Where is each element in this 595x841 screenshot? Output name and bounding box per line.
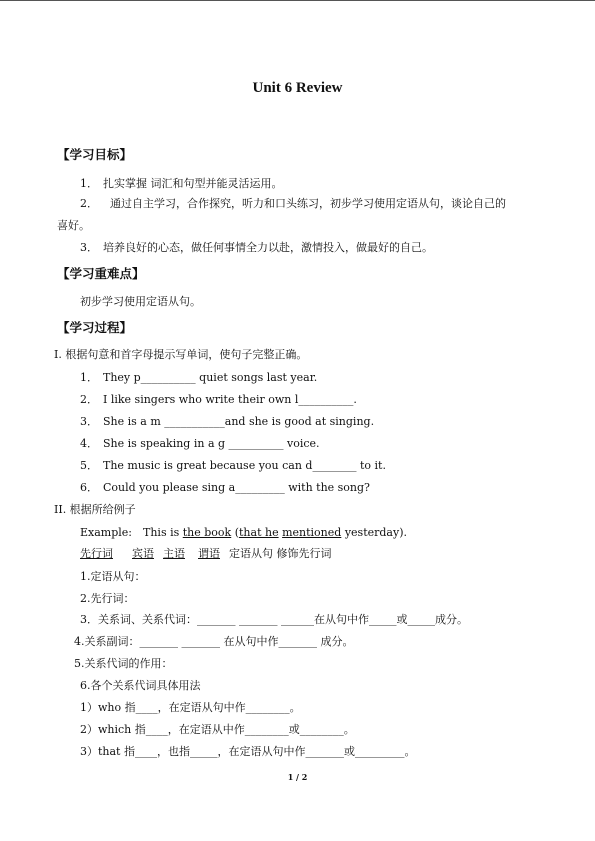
review-line-6: 6.各个关系代词具体用法	[80, 679, 201, 692]
example-part: yesterday).	[341, 526, 407, 539]
exercise-text-6: Could you please sing a_________ with the song?	[103, 481, 370, 494]
key-point-text: 初步学习使用定语从句。	[80, 295, 201, 308]
exercise-text-4: She is speaking in a g __________ voice.	[103, 437, 320, 450]
exercise-number-1: 1．	[80, 371, 98, 384]
part1-heading: I. 根据句意和首字母提示写单词，使句子完整正确。	[54, 348, 308, 361]
review-line-2: 2.先行词：	[80, 592, 135, 605]
exercise-number-2: 2．	[80, 393, 98, 406]
section-heading-process: 【学习过程】	[57, 320, 133, 335]
review-line-3: 3．关系词、关系代词：_______ _______ ______在从句中作_____或_____成分。	[80, 613, 468, 626]
exercise-text-2: I like singers who write their own l__________.	[103, 393, 357, 406]
goal-text-3: 培养良好的心态，做任何事情全力以赴，激情投入，做最好的自己。	[103, 241, 433, 254]
usage-line-which: 2）which 指____，在定语从中作________或________。	[80, 723, 355, 736]
legend-predicate: 谓语	[198, 547, 220, 560]
example-sentence	[143, 526, 407, 540]
example-part: This is	[143, 526, 183, 539]
exercise-number-3: 3．	[80, 415, 98, 428]
usage-line-that: 3）that 指____，也指_____，在定语从句中作_______或_________。	[80, 745, 416, 758]
review-line-4: 4.关系副词：_______ _______ 在从句中作_______ 成分。	[74, 635, 354, 648]
usage-line-who: 1）who 指____，在定语从句中作________。	[80, 701, 301, 714]
example-part: (	[231, 526, 240, 539]
exercise-text-5: The music is great because you can d________ to it.	[103, 459, 386, 472]
exercise-number-4: 4．	[80, 437, 98, 450]
legend-object: 宾语	[132, 547, 154, 560]
section-heading-key-points: 【学习重难点】	[57, 266, 145, 281]
exercise-number-5: 5．	[80, 459, 98, 472]
legend-subject: 主语	[163, 547, 185, 560]
exercise-text-1: They p__________ quiet songs last year.	[103, 371, 318, 384]
goal-text-2: 通过自主学习，合作探究，听力和口头练习，初步学习使用定语从句，谈论自己的	[110, 197, 506, 210]
goal-number-3: 3．	[80, 241, 98, 254]
exercise-number-6: 6．	[80, 481, 98, 494]
exercise-text-3: She is a m ___________and she is good at singing.	[103, 415, 375, 428]
review-line-5: 5.关系代词的作用：	[74, 657, 173, 670]
review-line-1: 1.定语从句：	[80, 570, 146, 583]
legend-antecedent: 先行词	[80, 547, 113, 560]
goal-text-1: 扎实掌握 词汇和句型并能灵活运用。	[103, 177, 283, 190]
goal-number-2: 2．	[80, 197, 98, 210]
part2-heading: II. 根据所给例子	[54, 503, 136, 516]
example-relative-pronoun-subject: that he	[239, 526, 279, 539]
goal-text-2-continued: 喜好。	[57, 219, 90, 232]
page-title: Unit 6 Review	[252, 80, 343, 96]
goal-number-1: 1．	[80, 177, 98, 190]
example-antecedent: the book	[182, 526, 232, 539]
example-label: Example:	[80, 526, 132, 539]
example-predicate: mentioned	[282, 526, 342, 539]
page-number: 1 / 2	[287, 772, 308, 782]
legend-clause-description: 定语从句 修饰先行词	[229, 547, 332, 560]
page-top-border	[0, 0, 595, 1]
section-heading-goals: 【学习目标】	[57, 147, 133, 162]
